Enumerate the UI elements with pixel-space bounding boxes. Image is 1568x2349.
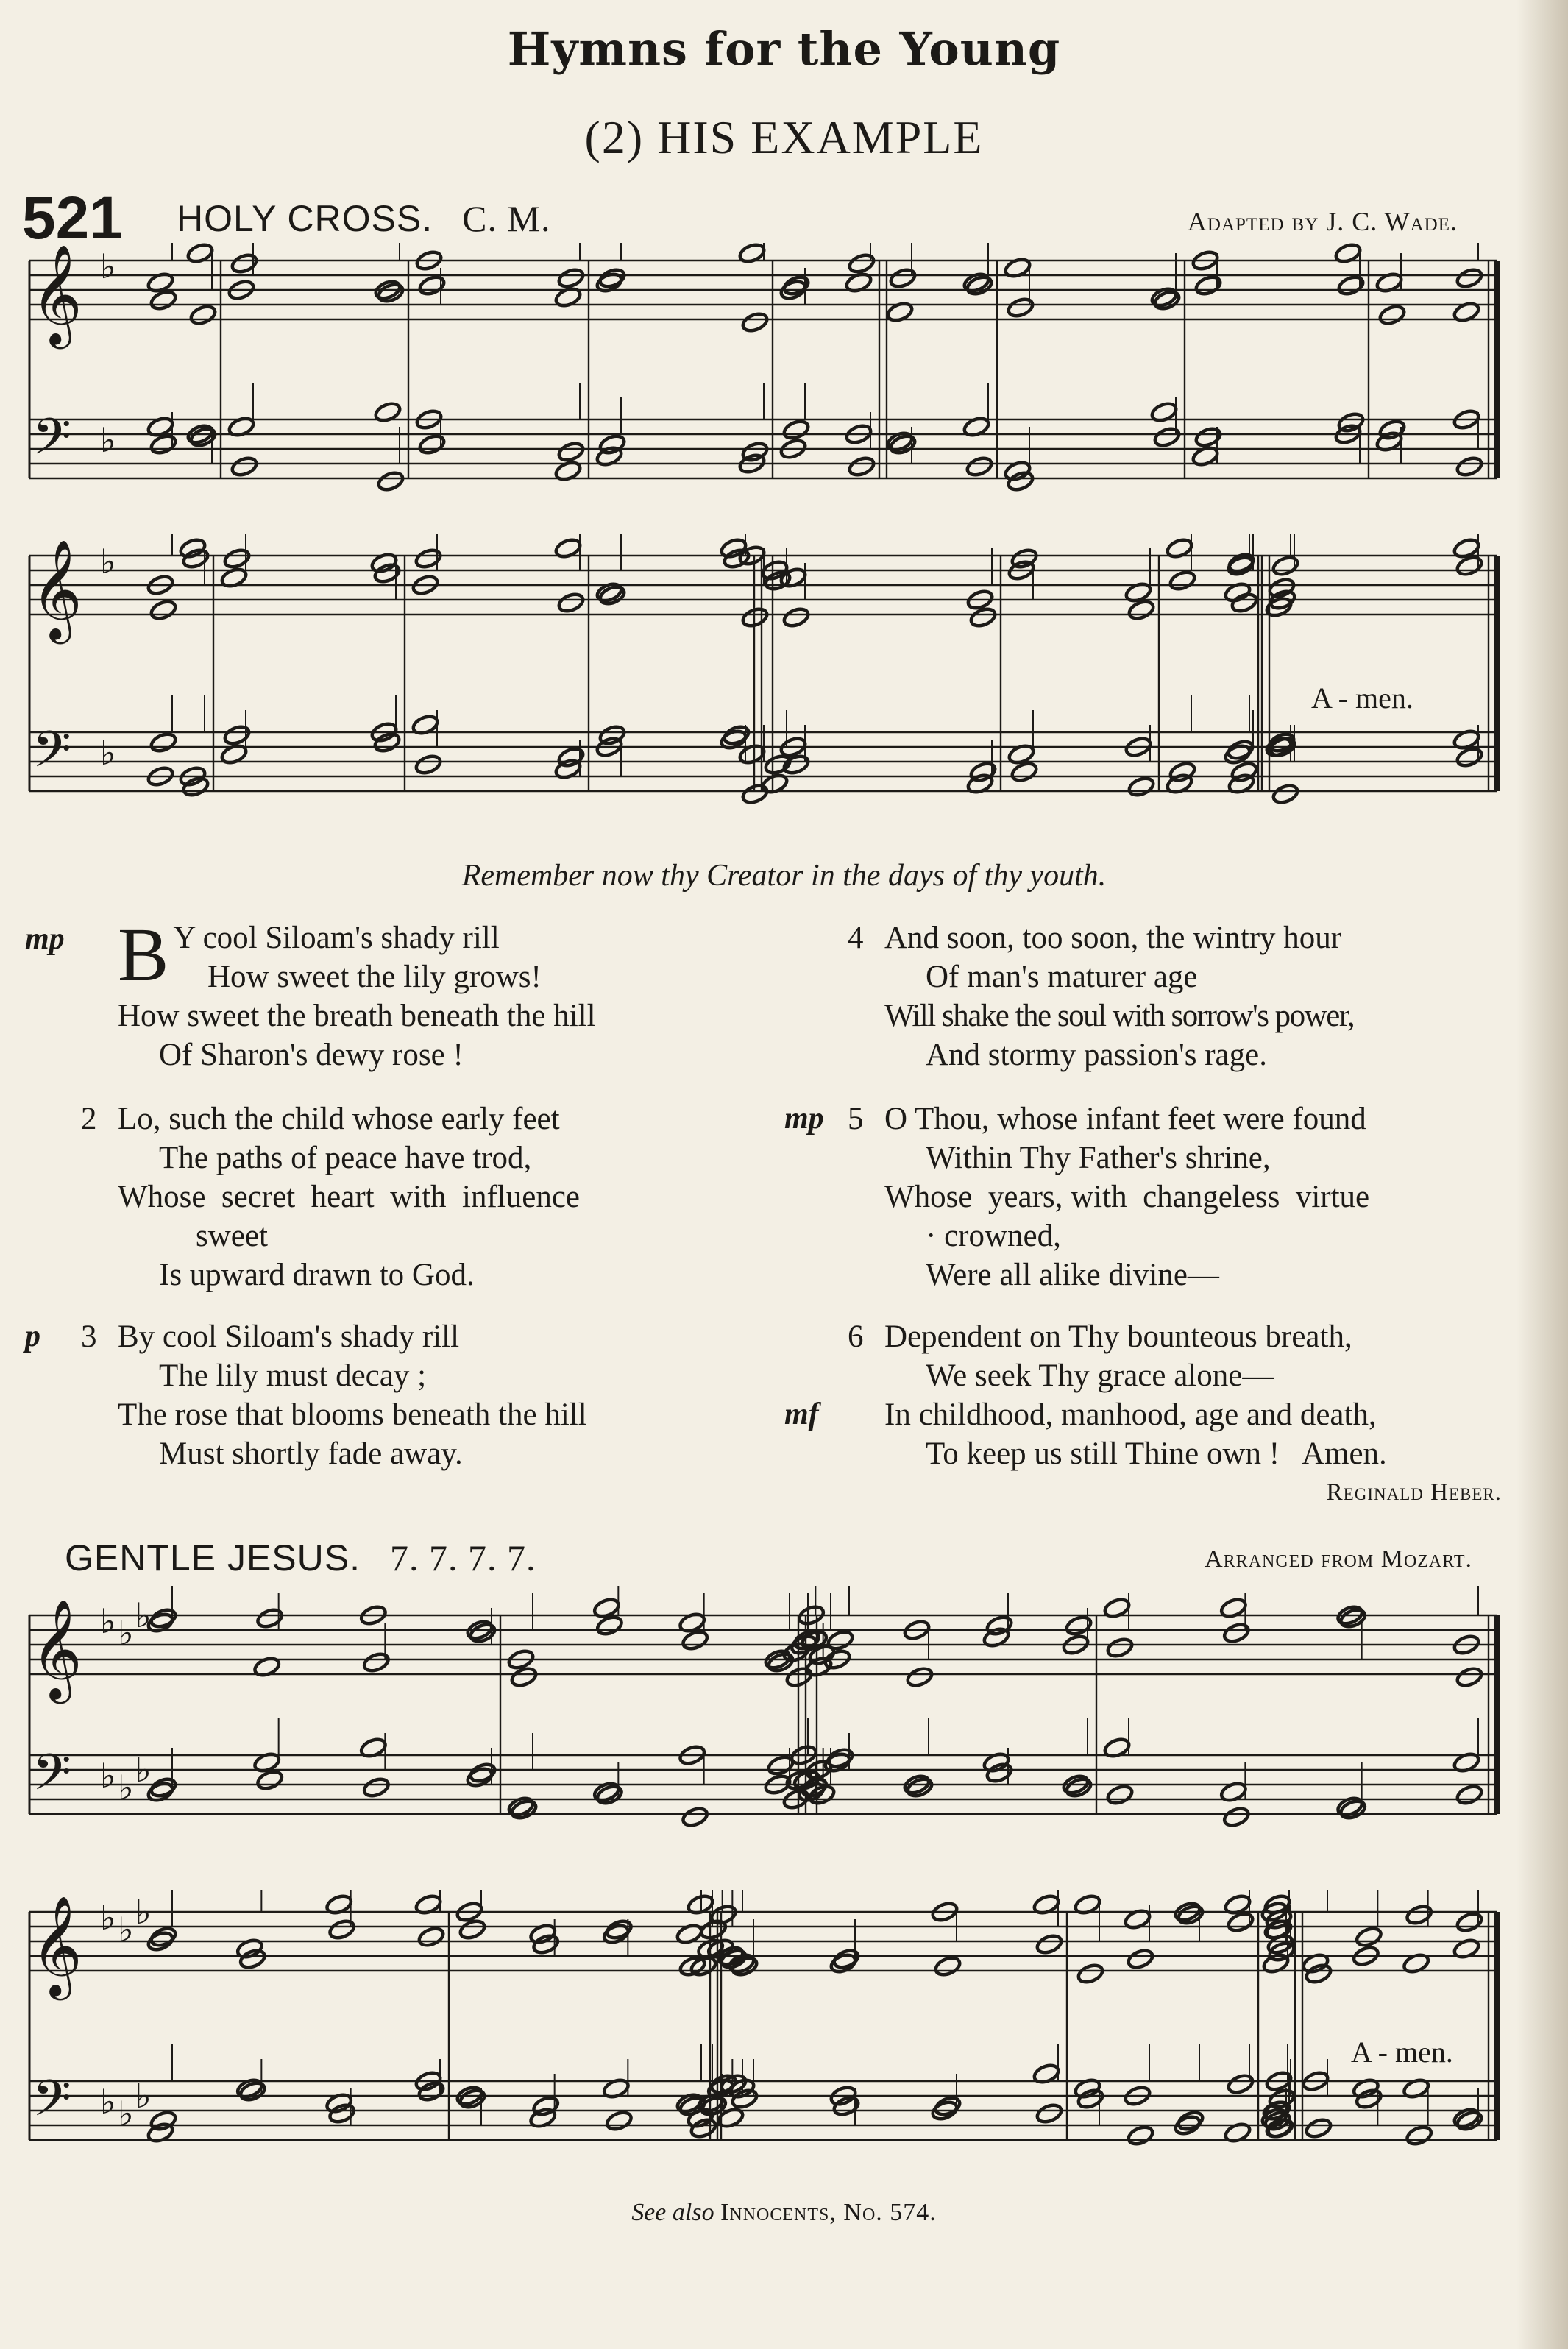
notehead [847,252,876,274]
notehead [933,1955,962,1977]
tune2-title: GENTLE JESUS. [65,1537,361,1579]
tune2-attribution: Arranged from Mozart. [1205,1545,1472,1573]
notehead [1455,266,1483,289]
notehead [416,1925,445,1948]
flat-icon: ♭ [118,2094,134,2133]
notehead [1127,775,1155,798]
verse-6-line-4: To keep us still Thine own ! Amen. [926,1436,1387,1471]
notehead [376,470,405,492]
notehead [781,274,810,297]
notehead [781,606,810,628]
notehead [1222,1621,1251,1644]
verse-3-line-3: The rose that blooms beneath the hill [118,1397,587,1432]
verse-4 [848,918,1532,1074]
treble-clef-icon: 𝄞 [31,538,82,639]
notehead [1126,1947,1154,1970]
notehead [1304,2116,1333,2139]
notehead [1006,296,1035,319]
notehead [1355,1925,1383,1948]
notehead [181,775,210,798]
notehead [1304,1962,1333,1985]
notehead [1193,274,1222,297]
running-head: Hymns for the Young [507,22,1061,76]
notehead [1405,2124,1433,2147]
notehead [149,1776,177,1799]
notehead [1226,738,1255,761]
notehead [826,1629,854,1651]
treble-clef-icon: 𝄞 [31,243,82,344]
notehead [1006,470,1035,492]
bass-clef-icon: 𝄢 [32,408,71,478]
notehead [1355,2087,1383,2110]
footer [0,2199,1568,2227]
flat-icon: ♭ [100,733,116,773]
notehead [372,731,401,754]
verse-5-dynamic: mp [784,1102,824,1135]
notehead [255,1606,284,1629]
notehead [933,2094,962,2117]
verse-2-number: 2 [81,1102,97,1136]
notehead [230,252,258,274]
verse-1-line-3: How sweet the breath beneath the hill [118,999,596,1033]
verse-3-line-2: The lily must decay ; [159,1358,427,1393]
flat-icon: ♭ [118,1910,134,1949]
notehead [1064,1614,1093,1637]
notehead [531,1932,560,1955]
section-title: (2) HIS EXAMPLE [584,111,984,163]
notehead [847,455,876,478]
verse-3-line-4: Must shortly fade away. [159,1436,463,1471]
verse-1-line-1: Y cool Siloam's shady rill [173,921,500,955]
amen-label-2: A - men. [1351,2036,1453,2069]
verse-1-dynamic: mp [25,922,65,956]
flat-icon: ♭ [100,1756,116,1796]
verse-5-line-4: · crowned, [926,1219,1061,1253]
notehead [681,1805,709,1828]
notehead [1455,455,1483,478]
tune-meter: C. M. [462,198,551,239]
flat-icon: ♭ [100,542,116,581]
notehead [888,266,917,289]
notehead [1405,1903,1433,1926]
notehead [1230,591,1258,614]
verse-4-line-1: And soon, too soon, the wintry hour [884,921,1342,955]
notehead [222,547,251,570]
verse-4-number: 4 [848,921,864,955]
notehead [831,1947,860,1970]
verse-5-number: 5 [848,1102,864,1136]
notehead [327,2102,356,2125]
hymn-author: Reginald Heber. [1326,1479,1502,1506]
notehead [468,1761,497,1784]
notehead [1377,303,1406,326]
verse-6-number: 6 [848,1319,864,1354]
verse-2-line-4: sweet [196,1219,268,1253]
verse-5-line-1: O Thou, whose infant feet were found [884,1102,1366,1136]
notehead [781,418,810,441]
tune-title: HOLY CROSS. [177,198,433,239]
verse-6-line-3: In childhood, manhood, age and death, [884,1397,1377,1432]
notehead [1035,2102,1063,2125]
notehead [605,1918,634,1941]
flat-icon: ♭ [135,1595,152,1635]
notehead [327,1918,356,1941]
flat-icon: ♭ [100,247,116,286]
notehead [1222,1805,1251,1828]
verse-6 [784,1317,1532,1473]
notehead [1455,1783,1483,1806]
notehead [181,547,210,570]
verse-6-line-1: Dependent on Thy bounteous breath, [884,1319,1352,1354]
notehead [1271,782,1299,805]
notehead [597,266,626,289]
notehead [414,753,442,776]
verse-4-line-2: Of man's maturer age [926,960,1198,994]
verse-3-dynamic: p [25,1319,40,1353]
verse-5 [784,1099,1532,1294]
treble-clef-icon: 𝄞 [31,1598,82,1699]
verse-4-line-3: Will shake the soul with sorrow's power, [884,999,1355,1033]
notehead [905,1665,934,1688]
notehead [740,311,769,333]
verse-1-dropcap: B [118,913,169,997]
verse-5-line-3: Whose years, with changeless virtue [884,1180,1370,1214]
notehead [1176,2109,1205,2132]
notehead [1126,2124,1154,2147]
notehead [689,2116,717,2139]
notehead [362,1776,391,1799]
flat-icon: ♭ [100,1898,116,1938]
flat-icon: ♭ [135,1750,152,1790]
notehead [831,2094,860,2117]
notehead [416,2080,445,2102]
amen-label-1: A - men. [1311,681,1413,715]
epigraph: Remember now thy Creator in the days of thy youth. [461,859,1107,893]
notehead [556,440,585,463]
notehead [1271,554,1299,577]
hymn-number: 521 [22,185,123,252]
notehead [149,1925,177,1948]
bass-clef-icon: 𝄢 [32,1744,71,1814]
footer-reference: Innocents, No. 574. [720,2199,937,2226]
flat-icon: ♭ [100,1601,116,1641]
footer-see-also: See also [631,2199,714,2226]
notehead [417,433,446,456]
verse-3-line-1: By cool Siloam's shady rill [118,1319,460,1354]
notehead [722,723,751,746]
verse-2-line-3: Whose secret heart with influence [118,1180,581,1214]
flat-icon: ♭ [118,1613,134,1653]
notehead [414,547,442,570]
flat-icon: ♭ [100,2082,116,2122]
flat-icon: ♭ [135,2076,152,2116]
notehead [1035,1932,1063,1955]
verse-1-line-2: How sweet the lily grows! [207,960,542,994]
notehead [556,591,585,614]
verse-5-line-5: Were all alike divine— [926,1258,1219,1292]
verse-3-number: 3 [81,1319,97,1354]
score-system-3 [0,1586,1568,1858]
notehead [1455,1910,1483,1933]
tune2-meter: 7. 7. 7. 7. [390,1537,536,1579]
notehead [556,266,585,289]
score-system-1 [0,243,1568,522]
verse-1-line-4: Of Sharon's dewy rose ! [159,1038,464,1072]
notehead [222,723,251,746]
notehead [1076,1962,1104,1985]
notehead [362,1651,391,1673]
verse-6-line-2: We seek Thy grace alone— [926,1358,1274,1393]
notehead [985,1761,1013,1784]
bass-clef-icon: 𝄢 [32,2070,71,2140]
verse-3 [25,1317,765,1473]
notehead [699,1918,728,1941]
flat-icon: ♭ [100,420,116,460]
tune2-name [65,1537,536,1579]
notehead [238,1947,267,1970]
notehead [1193,425,1222,448]
notehead [1105,1636,1134,1659]
score-system-4 [0,1890,1568,2177]
score-system-2 [0,534,1568,824]
verse-4-line-4: And stormy passion's rage. [926,1038,1267,1072]
verse-5-line-2: Within Thy Father's shrine, [926,1141,1271,1175]
treble-clef-icon: 𝄞 [31,1894,82,1996]
verse-2-line-1: Lo, such the child whose early feet [118,1102,560,1136]
tune-name [177,197,550,240]
notehead [188,303,217,326]
notehead [965,455,993,478]
flat-icon: ♭ [135,1892,152,1932]
verse-2 [81,1099,765,1294]
notehead [1267,576,1296,599]
notehead [149,731,177,754]
notehead [1226,2072,1255,2095]
notehead [1152,425,1181,448]
verse-1 [25,913,765,1074]
tune-attribution: Adapted by J. C. Wade. [1187,207,1458,236]
notehead [605,2109,634,2132]
flat-icon: ♭ [118,1768,134,1807]
page-spine-shadow [1516,0,1568,2349]
notehead [372,561,401,584]
notehead [230,455,258,478]
notehead [1076,2087,1104,2110]
verse-2-line-2: The paths of peace have trod, [159,1141,532,1175]
notehead [149,598,177,621]
notehead [1336,274,1365,297]
bass-clef-icon: 𝄢 [32,721,71,791]
notehead [1455,1665,1483,1688]
verse-6-dynamic: mf [784,1397,819,1431]
notehead [740,782,769,805]
notehead [417,274,446,297]
notehead [1168,569,1196,592]
notehead [1105,1783,1134,1806]
verse-2-line-5: Is upward drawn to God. [159,1258,475,1292]
notehead [149,1606,177,1629]
